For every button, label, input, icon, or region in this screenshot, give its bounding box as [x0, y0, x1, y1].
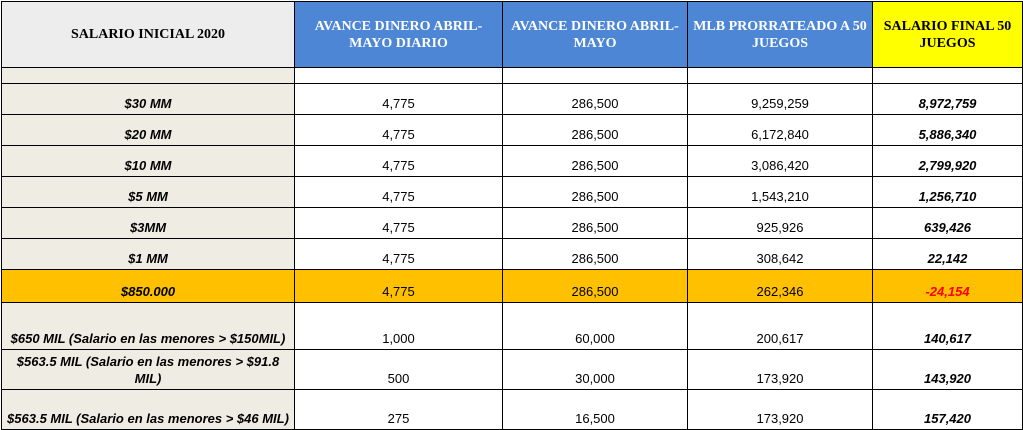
final-salary-cell: 639,426	[873, 208, 1023, 239]
table-row	[2, 115, 1023, 146]
mlb-prorated-cell: 173,920	[688, 390, 873, 430]
daily-advance-cell: 4,775	[295, 270, 503, 303]
mlb-prorated-cell: 1,543,210	[688, 177, 873, 208]
mlb-prorated-cell: 200,617	[688, 303, 873, 350]
advance-cell: 286,500	[503, 208, 688, 239]
advance-cell: 286,500	[503, 146, 688, 177]
mlb-prorated-cell: 308,642	[688, 239, 873, 270]
table-row	[2, 177, 1023, 208]
daily-advance-cell: 4,775	[295, 115, 503, 146]
salary-cell: $850.000	[2, 270, 295, 303]
salary-cell: $3MM	[2, 208, 295, 239]
header-row	[2, 2, 1023, 68]
mlb-prorated-cell: 6,172,840	[688, 115, 873, 146]
header-salario-final: SALARIO FINAL 50 JUEGOS	[873, 2, 1023, 68]
mlb-prorated-cell: 925,926	[688, 208, 873, 239]
final-salary-cell: 2,799,920	[873, 146, 1023, 177]
salary-cell: $20 MM	[2, 115, 295, 146]
mlb-prorated-cell: 262,346	[688, 270, 873, 303]
spacer-cell	[295, 68, 503, 84]
daily-advance-cell: 1,000	[295, 303, 503, 350]
daily-advance-cell: 4,775	[295, 84, 503, 115]
salary-cell: $563.5 MIL (Salario en las menores > $46 MIL)	[2, 390, 295, 430]
final-salary-cell: 8,972,759	[873, 84, 1023, 115]
daily-advance-cell: 4,775	[295, 177, 503, 208]
daily-advance-cell: 4,775	[295, 239, 503, 270]
salary-cell: $563.5 MIL (Salario en las menores > $91.8 MIL)	[2, 350, 295, 390]
salary-cell: $30 MM	[2, 84, 295, 115]
header-avance-diario: AVANCE DINERO ABRIL-MAYO DIARIO	[295, 2, 503, 68]
spacer-cell	[873, 68, 1023, 84]
salary-table	[1, 1, 1023, 430]
final-salary-cell: 5,886,340	[873, 115, 1023, 146]
table-row	[2, 350, 1023, 390]
advance-cell: 286,500	[503, 84, 688, 115]
table-row	[2, 303, 1023, 350]
table-row	[2, 146, 1023, 177]
table-row	[2, 208, 1023, 239]
advance-cell: 286,500	[503, 239, 688, 270]
table-row	[2, 239, 1023, 270]
mlb-prorated-cell: 3,086,420	[688, 146, 873, 177]
spacer-cell	[2, 68, 295, 84]
daily-advance-cell: 4,775	[295, 146, 503, 177]
spacer-cell	[688, 68, 873, 84]
daily-advance-cell: 500	[295, 350, 503, 390]
spacer-cell	[503, 68, 688, 84]
final-salary-cell: 143,920	[873, 350, 1023, 390]
final-salary-cell: 22,142	[873, 239, 1023, 270]
advance-cell: 16,500	[503, 390, 688, 430]
salary-cell: $5 MM	[2, 177, 295, 208]
table-row	[2, 390, 1023, 430]
salary-cell: $650 MIL (Salario en las menores > $150MIL)	[2, 303, 295, 350]
final-salary-cell: 140,617	[873, 303, 1023, 350]
table-row	[2, 84, 1023, 115]
advance-cell: 60,000	[503, 303, 688, 350]
advance-cell: 30,000	[503, 350, 688, 390]
advance-cell: 286,500	[503, 177, 688, 208]
salary-cell: $1 MM	[2, 239, 295, 270]
mlb-prorated-cell: 9,259,259	[688, 84, 873, 115]
header-salario-inicial: SALARIO INICIAL 2020	[2, 2, 295, 68]
header-mlb-prorrateado: MLB PRORRATEADO A 50 JUEGOS	[688, 2, 873, 68]
spacer-row	[2, 68, 1023, 84]
salary-cell: $10 MM	[2, 146, 295, 177]
daily-advance-cell: 4,775	[295, 208, 503, 239]
daily-advance-cell: 275	[295, 390, 503, 430]
final-salary-cell: 1,256,710	[873, 177, 1023, 208]
mlb-prorated-cell: 173,920	[688, 350, 873, 390]
final-salary-cell: 157,420	[873, 390, 1023, 430]
header-avance-abril-mayo: AVANCE DINERO ABRIL-MAYO	[503, 2, 688, 68]
advance-cell: 286,500	[503, 115, 688, 146]
final-salary-cell-negative: -24,154	[873, 270, 1023, 303]
advance-cell: 286,500	[503, 270, 688, 303]
table-row-highlighted	[2, 270, 1023, 303]
